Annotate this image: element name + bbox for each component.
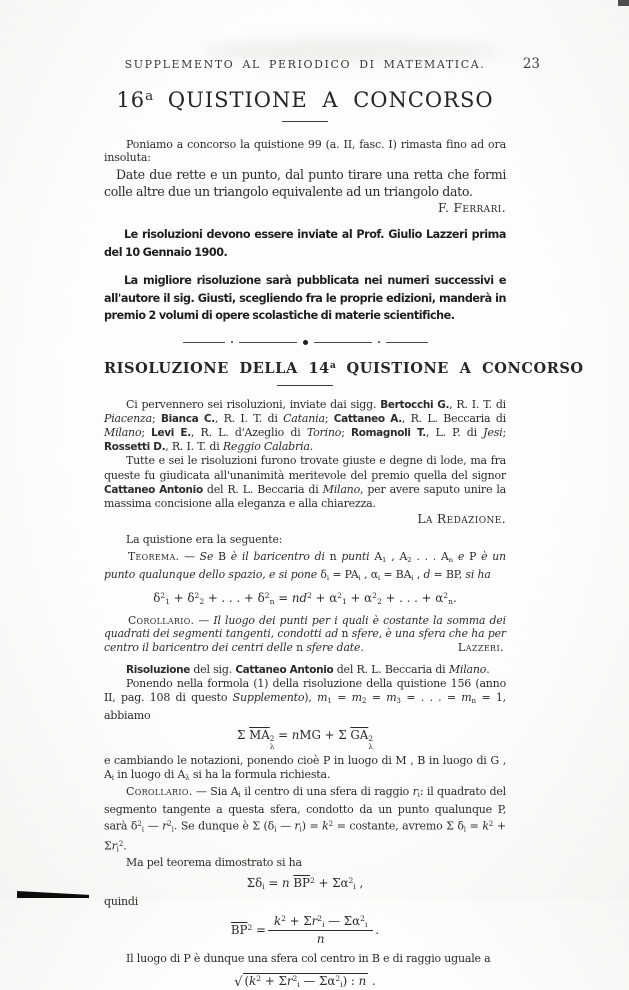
theorem-formula: $\delta^21 + \delta^22$ + . . . + $\delta^2n = nd^2 + \alpha^21 + \alpha^22$ + . . . + $\alpha^2n$. <box>153 590 457 606</box>
divider-segment <box>314 342 372 343</box>
corollary-paragraph: Lazzeri. Corollario. — Il luogo dei punti per i quali è costante la somma dei quadrati dei segmenti tangenti, condotti ad n sfere, è una sfera che ha per centro il baricentro dei centri delle n sfere date. <box>104 613 506 655</box>
signature-ferrari: F. Ferrari. <box>438 201 506 215</box>
fraction-numerator: $k^2 + \Sigma r^2i$ — $\Sigma\alpha^2i$ <box>268 914 373 931</box>
quindi-line: quindi <box>104 894 139 908</box>
fraction-tail: . <box>375 922 380 937</box>
scan-wedge-artifact <box>17 891 89 898</box>
ornamental-divider <box>104 340 506 345</box>
title-rule <box>282 121 328 122</box>
divider-segment <box>239 342 297 343</box>
radical-sign: √ <box>234 975 243 990</box>
signature-redazione: La Redazione. <box>417 512 506 527</box>
divider-mini-dot <box>378 341 380 343</box>
fraction <box>268 914 373 946</box>
divider-segment <box>386 342 428 343</box>
page-number: 23 <box>522 56 540 72</box>
problem-statement: Date due rette e un punto, dal punto tirare una retta che formi colle altre due un triangolo equivalente ad un triangolo dato. <box>104 167 506 199</box>
section-rule <box>277 385 333 386</box>
running-head: SUPPLEMENTO AL PERIODICO DI MATEMATICA. <box>124 58 486 71</box>
sqrt-formula <box>104 974 506 990</box>
notice-prize: La migliore risoluzione sarà pubblicata nei numeri successivi e all'autore il sig. Giusti, scegliendo fra le proprie edizioni, manderà in premio 2 volumi di opere scolastiche di materie scientifiche. <box>104 274 506 322</box>
sum-formula: Σ $\overline{MA}$ 2 λ = nMG + Σ $\overline{GA}$ 2 λ <box>237 727 373 751</box>
corollary2-paragraph: Corollario. — Sia Ai il centro di una sfera di raggio ri: il quadrato del segmento tangente a questa sfera, condotto da un punto qualunque P, sarà $\delta^2i$ — $r^2i$. Se dunque è Σ (δi — $ri) = k^2$ = costante, avremo Σ $\delta i = k^2 + \Sigma ri^2$. <box>104 785 506 854</box>
verdict-paragraph: Tutte e sei le risoluzioni furono trovate giuste e degne di lode, ma fra queste fu giudicata all'unanimità meritevole del premio quella del signor Cattaneo Antonio del R. L. Beccaria di Milano, per avere saputo unire la massima concisione alla eleganza e alla chiarezza. <box>104 454 507 510</box>
concorso-intro: Poniamo a concorso la quistione 99 (a. II, fasc. I) rimasta fino ad ora insoluta: <box>104 138 506 164</box>
leadin-line: La quistione era la seguente: <box>126 533 283 547</box>
sqrt-tail: . <box>368 974 376 989</box>
section-title: RISOLUZIONE DELLA 14$^a$ QUISTIONE A CONCORSO <box>104 359 584 377</box>
sigma-formula: Σδi = n $\overline{BP}^2 + \Sigma\alpha^2i$ , <box>246 875 364 891</box>
notation-paragraph: e cambiando le notazioni, ponendo cioè P in luogo di M , B in luogo di G , Ai in luogo di Aλ si ha la formula richiesta. <box>104 754 506 783</box>
ponendo-paragraph: Ponendo nella formola (1) della risoluzione della quistione 156 (anno II, pag. 108 di questo Supplemento), m1 = m2 = m3 = . . . = mn = 1, abbiamo <box>104 677 506 722</box>
article-title: 16$^a$ QUISTIONE A CONCORSO <box>116 88 494 112</box>
signature-lazzeri: Lazzeri. <box>457 641 504 655</box>
ma-pel-line: Ma pel teorema dimostrato si ha <box>126 856 302 870</box>
solvers-paragraph: Ci pervennero sei risoluzioni, inviate dai sigg. Bertocchi G., R. I. T. di Piacenza; Bianca C., R. I. T. di Catania; Cattaneo A., R. L. Beccaria di Milano; Levi E., R. L. d'Azeglio di Torino; Romagnoli T., L. P. di Jesi; Rossetti D., R. I. T. di Reggio Calabria. <box>104 397 506 454</box>
notice-deadline: Le risoluzioni devono essere inviate al Prof. Giulio Lazzeri prima del 10 Gennaio 1900. <box>104 228 506 259</box>
divider-center-dot <box>303 340 308 345</box>
divider-segment <box>183 342 225 343</box>
fraction-lhs: $\overline{BP}^2$ = <box>230 922 266 937</box>
scan-corner-mark <box>618 0 629 6</box>
solution-heading: Risoluzione del sig. Cattaneo Antonio del R. L. Beccaria di Milano. <box>126 663 490 677</box>
divider-mini-dot <box>231 341 233 343</box>
locus-paragraph: Il luogo di P è dunque una sfera col centro in B e di raggio uguale a <box>126 951 491 965</box>
radicand: ($k^2 + \Sigma r^2i$ — $\Sigma\alpha^2i$) : n <box>244 974 367 990</box>
theorem-paragraph: Teorema. — Se B è il baricentro di n punti A1 , A2 . . . An e P è un punto qualunque dello spazio, e si pone δi = PAi , αi = BAi , d = BP, si ha <box>104 550 506 582</box>
fraction-denominator: n <box>316 931 325 946</box>
running-head-row <box>104 56 540 72</box>
bp-fraction-formula <box>104 914 506 946</box>
page-content <box>104 56 584 990</box>
